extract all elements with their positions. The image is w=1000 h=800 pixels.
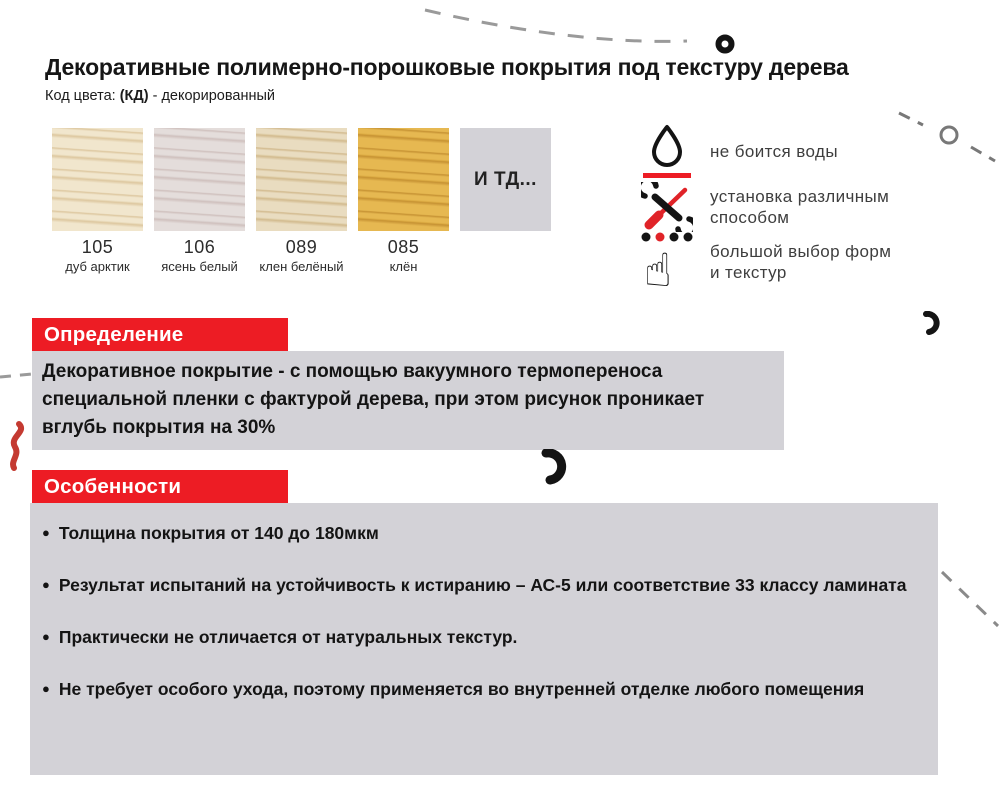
page-title: Декоративные полимерно-порошковые покрытия под текстуру дерева: [45, 54, 849, 80]
features-heading-banner: Особенности: [32, 470, 288, 503]
etc-box: [460, 128, 551, 231]
red-underline-bar: [643, 173, 691, 178]
subtitle-code: (КД): [119, 88, 149, 104]
donut-dot-icon: [719, 38, 732, 51]
features-panel: [30, 503, 938, 775]
benefit-choice: [638, 230, 891, 294]
top-dashed-line-decoration: [415, 2, 745, 60]
comma-decoration-small: [921, 311, 941, 335]
dashed-circle-decoration: [893, 103, 999, 169]
swatch-name: клён: [389, 258, 418, 274]
pointing-hand-icon: [638, 230, 696, 294]
swatch-row: [52, 128, 551, 274]
swatch-cell: [256, 128, 347, 274]
swatch-code: 085: [387, 237, 420, 257]
red-squiggle-decoration: [2, 420, 32, 472]
definition-heading-banner: Определение: [32, 318, 288, 351]
color-code-subtitle: [45, 88, 275, 104]
benefit-installation: [638, 182, 889, 232]
etc-label: И ТД...: [474, 168, 537, 190]
water-drop-icon: [647, 124, 687, 170]
feature-bullet: ● Не требует особого ухода, поэтому применяется во внутренней отделке любого помещения: [42, 679, 865, 699]
wood-swatch: [52, 128, 143, 231]
bullet-dot: ●: [42, 577, 50, 592]
swatch-code: 089: [285, 237, 318, 257]
benefit-label: установка различным способом: [710, 187, 890, 227]
subtitle-suffix: - декорированный: [148, 88, 275, 104]
swatch-cell: [52, 128, 143, 274]
definition-text: Декоративное покрытие - с помощью вакуумного термопереноса специальной пленки с фактурой дерева, при этом рисунок проникает вглубь покрытия на 30%: [32, 351, 784, 450]
swatch-cell-etc: [460, 128, 551, 274]
left-dash-decoration: [0, 370, 32, 384]
bullet-dot: ●: [42, 681, 50, 696]
swatch-cell: [358, 128, 449, 274]
feature-bullet: ● Практически не отличается от натуральных текстур.: [42, 627, 518, 647]
wood-swatch: [154, 128, 245, 231]
swatch-name: клен белёный: [259, 258, 344, 274]
swatch-name: ясень белый: [161, 258, 238, 274]
benefit-label: не боится воды: [710, 141, 838, 161]
bottom-dashed-line-decoration: [938, 566, 1000, 630]
swatch-cell: [154, 128, 245, 274]
bullet-dot: ●: [42, 629, 50, 644]
benefit-label: большой выбор форм и текстур: [710, 242, 892, 282]
feature-bullet: ● Результат испытаний на устойчивость к истиранию – АС-5 или соответствие 33 классу ламината: [42, 575, 907, 595]
swatch-name: дуб арктик: [65, 258, 130, 274]
svg-text:☝: ☝: [644, 243, 673, 294]
wood-swatch: [358, 128, 449, 231]
subtitle-prefix: Код цвета:: [45, 88, 120, 104]
tools-icon: [641, 182, 693, 232]
bullet-dot: ●: [42, 525, 50, 540]
benefit-water: [638, 124, 838, 178]
feature-bullet: ● Толщина покрытия от 140 до 180мкм: [42, 523, 379, 543]
swatch-code: 105: [81, 237, 114, 257]
swatch-code: 106: [183, 237, 216, 257]
comma-decoration-large: [539, 449, 567, 485]
wood-swatch: [256, 128, 347, 231]
